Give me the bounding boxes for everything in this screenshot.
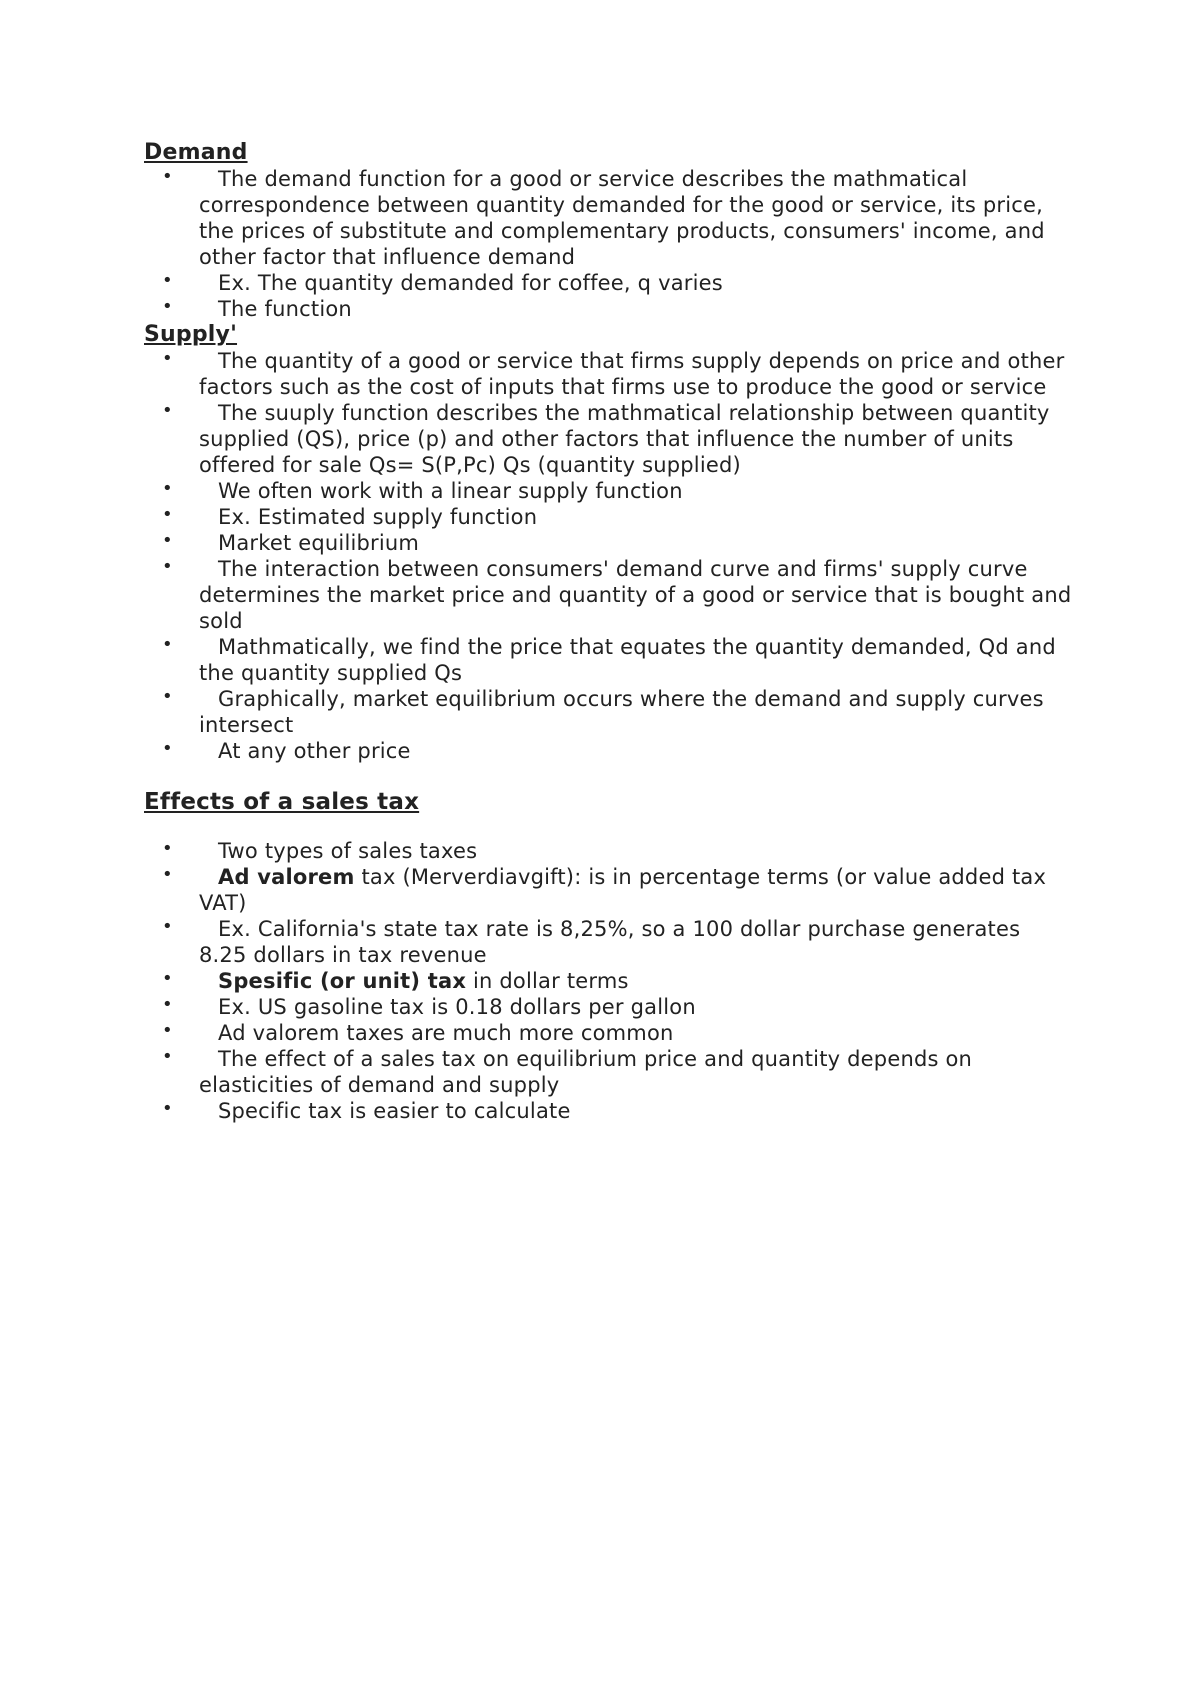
ad-valorem-term: Ad valorem	[218, 865, 355, 889]
bullet-icon: •	[162, 738, 173, 759]
list-item-text: The demand function for a good or service describes the mathmatical correspondence between quantity demanded for the good or service, its price, the prices of substitute and complementary products, consumers' income, and other factor that influence demand	[199, 167, 1045, 269]
list-item-text: Market equilibrium	[218, 531, 420, 555]
demand-heading: Demand	[144, 140, 248, 165]
list-item	[144, 1020, 1074, 1046]
bullet-icon: •	[162, 530, 173, 551]
list-item-text: The function	[218, 297, 352, 321]
bullet-icon: •	[162, 1098, 173, 1119]
list-item	[144, 916, 1074, 968]
list-item	[144, 738, 1074, 764]
list-item	[144, 1046, 1074, 1098]
list-item	[144, 478, 1074, 504]
list-item-text: Two types of sales taxes	[218, 839, 478, 863]
list-item-text: Ex. Estimated supply function	[218, 505, 538, 529]
bullet-icon: •	[162, 504, 173, 525]
demand-list	[144, 166, 1074, 322]
bullet-icon: •	[162, 994, 173, 1015]
list-item	[144, 166, 1074, 270]
bullet-icon: •	[162, 166, 173, 187]
list-item	[144, 1098, 1074, 1124]
list-item	[144, 556, 1074, 634]
bullet-icon: •	[162, 838, 173, 859]
list-item-text: The effect of a sales tax on equilibrium price and quantity depends on elasticities of demand and supply	[199, 1047, 973, 1097]
list-item	[144, 296, 1074, 322]
specific-tax-description: in dollar terms	[466, 969, 629, 993]
list-item-text: Ex. US gasoline tax is 0.18 dollars per gallon	[218, 995, 696, 1019]
list-item-text: The quantity of a good or service that firms supply depends on price and other factors such as the cost of inputs that firms use to produce the good or service	[199, 349, 1065, 399]
list-item	[144, 838, 1074, 864]
ad-valorem-description: tax (Merverdiavgift): is in percentage terms (or value added tax VAT)	[199, 865, 1047, 915]
list-item	[144, 270, 1074, 296]
list-item-text: Graphically, market equilibrium occurs where the demand and supply curves intersect	[199, 687, 1044, 737]
list-item-text: Specific tax is easier to calculate	[218, 1099, 571, 1123]
list-item-text	[199, 968, 1074, 994]
bullet-icon: •	[162, 1046, 173, 1067]
list-item	[144, 348, 1074, 400]
supply-heading: Supply'	[144, 322, 238, 347]
sales-tax-heading: Effects of a sales tax	[144, 789, 420, 815]
bullet-icon: •	[162, 478, 173, 499]
bullet-icon: •	[162, 400, 173, 421]
bullet-icon: •	[162, 634, 173, 655]
bullet-icon: •	[162, 1020, 173, 1041]
list-item	[144, 686, 1074, 738]
list-item-text: Mathmatically, we find the price that equates the quantity demanded, Qd and the quantity supplied Qs	[199, 635, 1056, 685]
list-item-text: Ex. California's state tax rate is 8,25%, so a 100 dollar purchase generates 8.25 dollars in tax revenue	[199, 917, 1021, 967]
list-item-text: Ex. The quantity demanded for coffee, q varies	[218, 271, 723, 295]
bullet-icon: •	[162, 916, 173, 937]
bullet-icon: •	[162, 864, 173, 885]
list-item-text: At any other price	[218, 739, 411, 763]
list-item-text: The suuply function describes the mathmatical relationship between quantity supplied (QS), price (p) and other factors that influence the number of units offered for sale Qs= S(P,Pc) Qs (quantity supplied)	[199, 401, 1050, 477]
list-item	[144, 530, 1074, 556]
list-item-text: The interaction between consumers' demand curve and firms' supply curve determines the market price and quantity of a good or service that is bought and sold	[199, 557, 1072, 633]
bullet-icon: •	[162, 348, 173, 369]
list-item	[144, 400, 1074, 478]
list-item-text: We often work with a linear supply function	[218, 479, 683, 503]
list-item	[144, 994, 1074, 1020]
list-item	[144, 634, 1074, 686]
bullet-icon: •	[162, 968, 173, 989]
bullet-icon: •	[162, 556, 173, 577]
list-item	[144, 864, 1074, 916]
list-item-text: Ad valorem taxes are much more common	[218, 1021, 674, 1045]
list-item	[144, 968, 1074, 994]
specific-tax-term: Spesific (or unit) tax	[218, 969, 467, 993]
document-page	[144, 140, 1074, 1124]
supply-list	[144, 348, 1074, 764]
sales-tax-list	[144, 838, 1074, 1124]
bullet-icon: •	[162, 686, 173, 707]
bullet-icon: •	[162, 296, 173, 317]
bullet-icon: •	[162, 270, 173, 291]
list-item	[144, 504, 1074, 530]
list-item-text	[199, 864, 1074, 916]
